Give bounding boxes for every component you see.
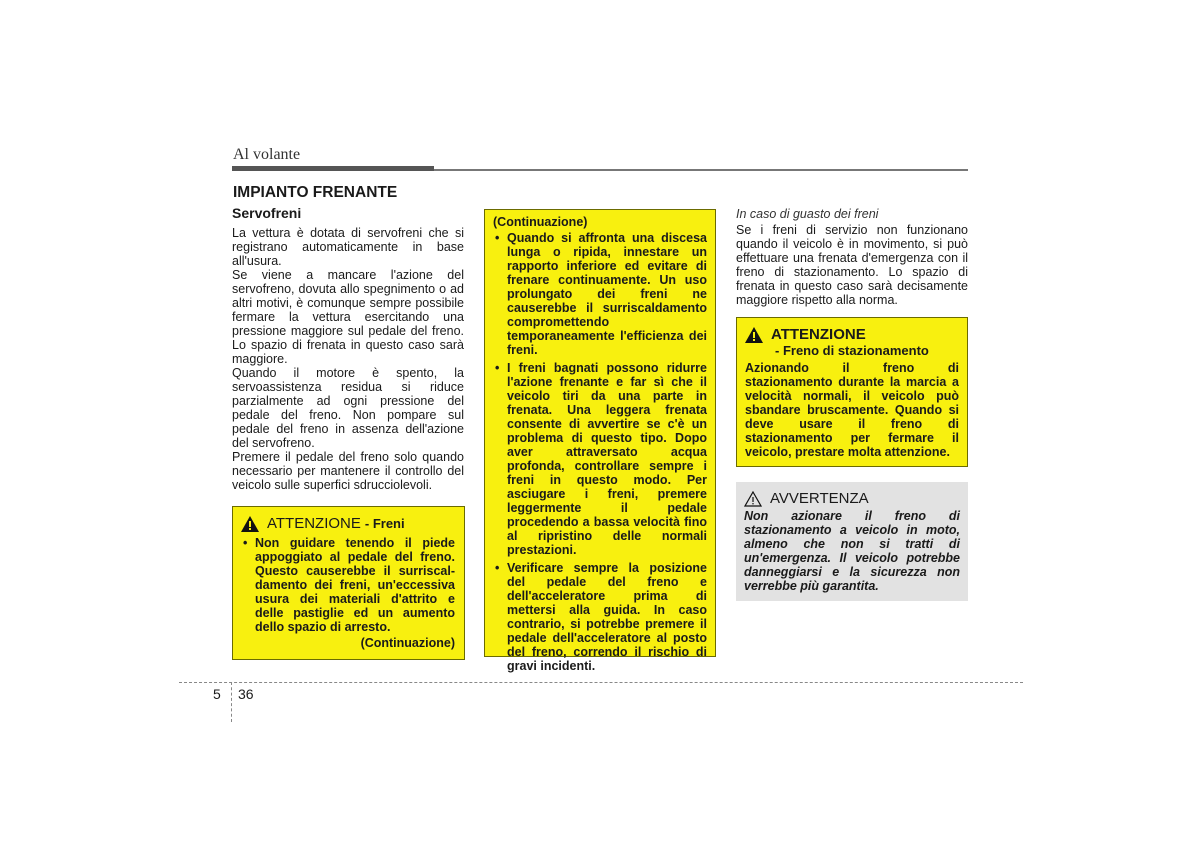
warning-title [745,326,959,343]
caution-body: Non azionare il freno di stazionamento a veicolo in moto, almeno che non si tratti di un'emergenza. Il veicolo potrebbe danneggiarsi e la sicurezza non verrebbe più garantita. [744,509,960,593]
warning-body: Azionando il freno di stazionamento durante la marcia a velocità normali, il veicolo può sbandare bruscamente. Quando si deve usare il freno di stazionamento per fermare il veicolo, prestare molta attenzione. [745,361,959,459]
subhead-servofreni: Servofreni [232,205,302,221]
section-title: IMPIANTO FRENANTE [233,184,398,201]
list-item: • I freni bagnati possono ridurre l'azione frenante e far sì che il veicolo tiri da una parte in frenata. Una leggera frenata consente di avvertire se c'è un problema di questo tipo. Dopo aver attraversato acqua profonda, controllare sempre i freni in questo modo. Per asciugare i freni, premere leggermente il pedale procedendo a bassa velocità fino al ripristino delle normali prestazioni. [507,361,707,557]
warning-title [241,515,455,532]
header-rule-dark [232,166,434,171]
warning-title-text: ATTENZIONE [267,515,361,532]
list-item: • Quando si affronta una discesa lunga o ripida, innestare un rapporto inferiore ed evitare di frenare continuamente. Un uso prolungato dei freni ne causerebbe il surriscaldamento compromettendo temporaneamente l'efficienza dei freni. [507,231,707,357]
caution-title [744,490,960,507]
warning-triangle-icon [745,327,763,343]
running-head: Al volante [233,146,301,163]
italic-subhead: In caso di guasto dei freni [736,207,879,221]
footer-divider [231,682,232,722]
paragraph: Se viene a mancare l'azione del servofreno, dovuta allo spegnimento o ad altri motivi, è comunque sempre possibile fermare la vettura esercitando una pressione maggiore sul pedale del freno. Lo spazio di frenata in questo caso sarà maggiore. [232,268,464,366]
continuation-label: (Continuazione) [360,636,455,650]
paragraph: Premere il pedale del freno solo quando necessario per mantenere il controllo del veicolo sulle superfici sdrucciolevoli. [232,450,464,492]
warning-subtitle: - Freni [364,516,405,531]
warning-bullets [241,536,455,634]
warning-subtitle: - Freno di stazionamento [775,343,929,358]
section-number: 5 [213,686,221,702]
continuation-label: (Continuazione) [493,215,588,229]
caution-box-avvertenza [736,482,968,601]
warning-box-freni [232,506,465,660]
header-rule-thin [434,169,968,171]
warning-triangle-icon [241,516,259,532]
caution-title-text: AVVERTENZA [770,490,869,507]
column-guasto-freni [736,207,968,307]
paragraph: La vettura è dotata di servofreni che si registrano automaticamente in base all'usura. [232,226,464,268]
column-servofreni [232,206,464,492]
warning-bullets [493,231,707,673]
list-item: • Non guidare tenendo il piede appoggiato al pedale del freno. Questo causerebbe il surriscal-damento dei freni, un'eccessiva usura dei materiali d'attrito e delle pastiglie ed un aumento dello spazio di arresto. [255,536,455,634]
paragraph: Quando il motore è spento, la servoassistenza residua si riduce parzialmente ad ogni pressione del pedale del freno. Non pompare sul pedale del freno in assenza dell'azione del servofreno. [232,366,464,450]
list-item: • Verificare sempre la posizione del pedale del freno e dell'acceleratore prima di mettersi alla guida. In caso contrario, si potrebbe premere il pedale dell'acceleratore al posto del freno, correndo il rischio di gravi incidenti. [507,561,707,673]
warning-box-freno-stazionamento [736,317,968,467]
page-number: 36 [238,686,254,702]
warning-box-continuation [484,209,716,673]
footer-rule [179,682,1023,683]
warning-title-text: ATTENZIONE [771,326,866,343]
paragraph: Se i freni di servizio non funzionano quando il veicolo è in movimento, si può effettuare una frenata d'emergenza con il freno di stazionamento. Lo spazio di frenata in questo caso sarà decisamente maggiore rispetto alla norma. [736,223,968,307]
caution-triangle-icon [744,491,762,507]
